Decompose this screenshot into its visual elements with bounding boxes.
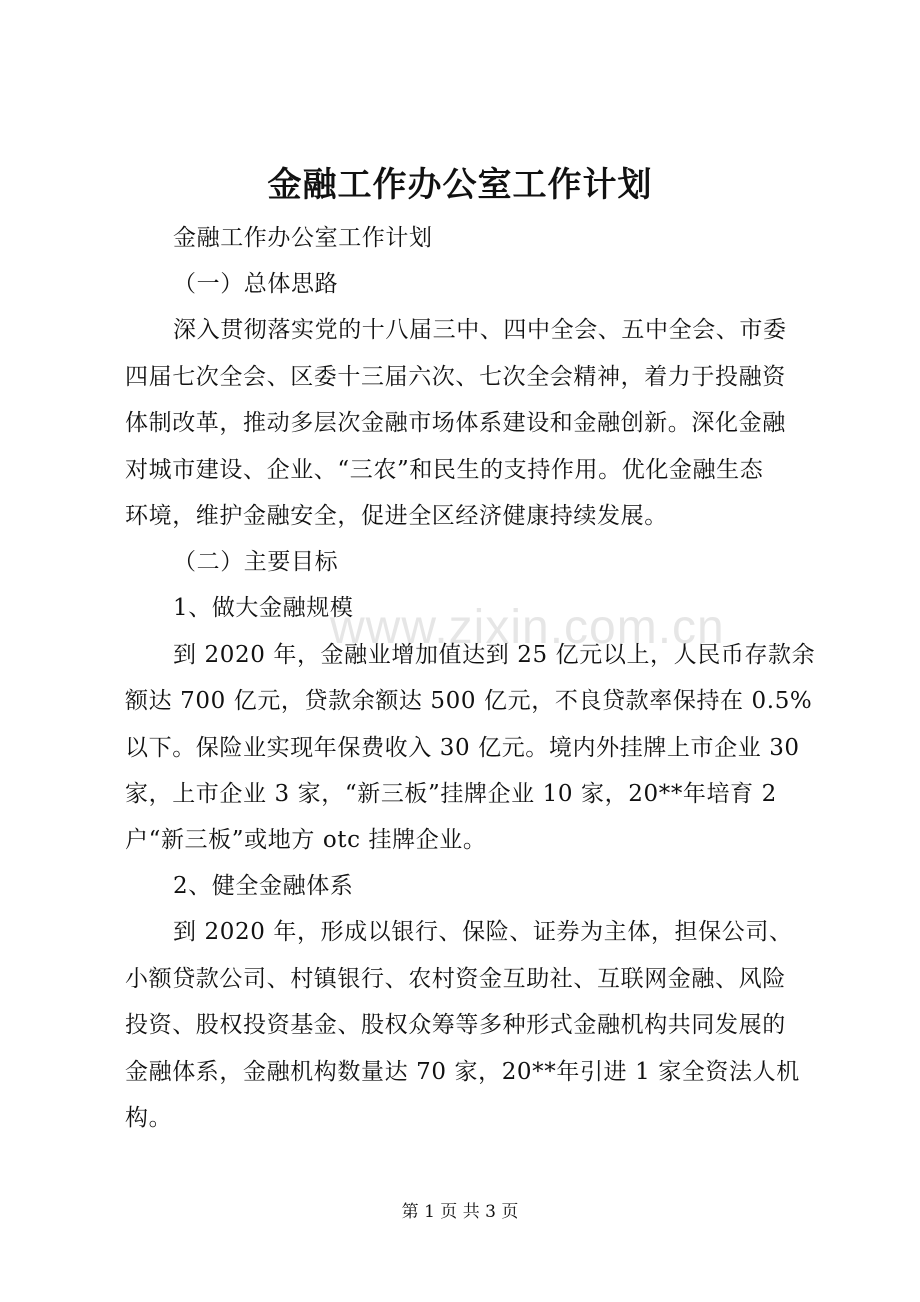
paragraph-line: 小额贷款公司、村镇银行、农村资金互助社、互联网金融、风险 bbox=[125, 966, 786, 992]
paragraph-line: 环境，维护金融安全，促进全区经济健康持续发展。 bbox=[125, 503, 668, 529]
paragraph-line: 深入贯彻落实党的十八届三中、四中全会、五中全会、市委 bbox=[173, 317, 787, 343]
paragraph-line: 金融体系，金融机构数量达 70 家，20**年引进 1 家全资法人机 bbox=[125, 1059, 800, 1085]
subsection-heading-2: 2、健全金融体系 bbox=[173, 873, 354, 899]
document-title: 金融工作办公室工作计划 bbox=[267, 165, 653, 205]
paragraph-line: 构。 bbox=[125, 1105, 173, 1131]
watermark-text: www.zixin.com.cn bbox=[330, 601, 725, 654]
paragraph-line: 以下。保险业实现年保费收入 30 亿元。境内外挂牌上市企业 30 bbox=[125, 735, 800, 761]
paragraph-line: 户“新三板”或地方 otc 挂牌企业。 bbox=[125, 827, 487, 853]
paragraph-line: 到 2020 年，金融业增加值达到 25 亿元以上，人民币存款余 bbox=[173, 642, 816, 668]
paragraph-line: 家，上市企业 3 家，“新三板”挂牌企业 10 家，20**年培育 2 bbox=[125, 781, 777, 807]
section-heading-1: （一）总体思路 bbox=[173, 271, 339, 297]
paragraph-line: 体制改革，推动多层次金融市场体系建设和金融创新。深化金融 bbox=[125, 410, 786, 436]
paragraph-line: 四届七次全会、区委十三届六次、七次全会精神，着力于投融资 bbox=[125, 364, 786, 390]
page-footer: 第 1 页 共 3 页 bbox=[401, 1202, 519, 1222]
subsection-heading-1: 1、做大金融规模 bbox=[173, 595, 354, 621]
paragraph-line: 对城市建设、企业、“三农”和民生的支持作用。优化金融生态 bbox=[125, 457, 764, 483]
subtitle-line: 金融工作办公室工作计划 bbox=[173, 225, 433, 251]
paragraph-line: 额达 700 亿元，贷款余额达 500 亿元，不良贷款率保持在 0.5% bbox=[125, 688, 813, 714]
paragraph-line: 投资、股权投资基金、股权众筹等多种形式金融机构共同发展的 bbox=[125, 1012, 786, 1038]
paragraph-line: 到 2020 年，形成以银行、保险、证券为主体，担保公司、 bbox=[173, 919, 793, 945]
section-heading-2: （二）主要目标 bbox=[173, 549, 339, 575]
